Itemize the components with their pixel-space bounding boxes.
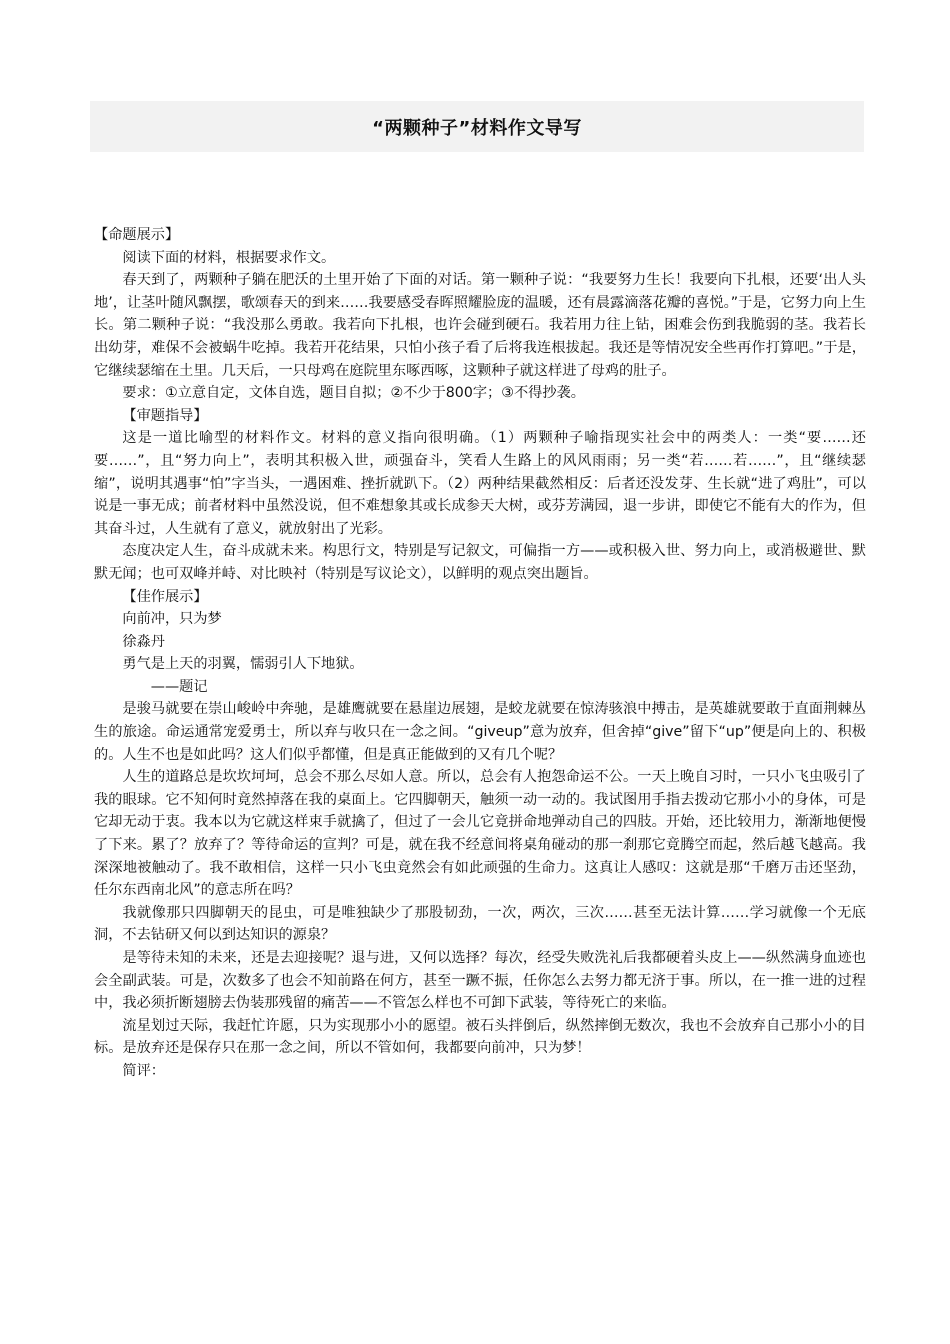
prompt-instruction: 阅读下面的材料，根据要求作文。 (122, 249, 336, 266)
sample-essay-paragraph: 人生的道路总是坎坎坷坷，总会不那么尽如人意。所以，总会有人抱怨命运不公。一天上晚自习时，一只小飞虫吸引了我的眼球。它不知何时竟然掉落在我的桌面上。它四脚朝天，触须一动一动的。我试图用手指去拨动它那小小的身体，可是它却无动于衷。我本以为它就这样束手就擒了，但过了一会儿它竟拼命地弹动自己的四肢。开始，还比较用力，渐渐地便慢了下来。累了？放弃了？等待命运的宣判？可是，就在我不经意间将桌角碰动的那一刹那它竟腾空而起，然后越飞越高。我深深地被触动了。我不敢相信，这样一只小飞虫竟然会有如此顽强的生命力。这真让人感叹：这就是那“千磨万击还坚劲，任尔东西南北风”的意志所在吗？ (94, 769, 866, 899)
sample-essay-paragraph: 是骏马就要在崇山峻岭中奔驰，是雄鹰就要在悬崖边展翅，是蛟龙就要在惊涛骇浪中搏击，是英雄就要敢于直面荆棘丛生的旅途。命运通常宠爱勇士，所以弃与收只在一念之间。“giveup”意为放弃，但舍掉“give”留下“up”便是向上的、积极的。人生不也是如此吗？这人们似乎都懂，但是真正能做到的又有几个呢？ (94, 701, 866, 763)
title-banner (90, 101, 864, 152)
sample-essay-title: 向前冲，只为梦 (122, 611, 222, 628)
review-label: 简评： (122, 1062, 165, 1079)
sample-essay-paragraph: 流星划过天际，我赶忙许愿，只为实现那小小的愿望。被石头拌倒后，纵然摔倒无数次，我也不会放弃自己那小小的目标。是放弃还是保存只在那一念之间，所以不管如何，我都要向前冲，只为梦！ (94, 1017, 866, 1057)
guide-section-heading: 【审题指导】 (122, 407, 208, 424)
prompt-section-heading: 【命题展示】 (94, 227, 180, 243)
sample-section-heading: 【佳作展示】 (122, 588, 208, 605)
document-body (94, 224, 866, 1083)
guide-paragraph: 态度决定人生，奋斗成就未来。构思行文，特别是写记叙文，可偏指一方——或积极入世、努力向上，或消极避世、默默无闻；也可双峰并峙、对比映衬（特别是写议论文），以鲜明的观点突出题旨。 (94, 543, 866, 582)
sample-epigraph-source: ——题记 (150, 678, 208, 695)
sample-epigraph: 勇气是上天的羽翼，懦弱引人下地狱。 (122, 656, 364, 673)
prompt-requirements: 要求：①立意自定，文体自选，题目自拟；②不少于800字；③不得抄袭。 (122, 385, 585, 402)
sample-essay-author: 徐淼丹 (122, 633, 165, 650)
sample-essay-paragraph: 是等待未知的未来，还是去迎接呢？退与进，又何以选择？每次，经受失败洗礼后我都硬着头皮上——纵然满身血迹也会全副武装。可是，次数多了也会不知前路在何方，甚至一蹶不振，任你怎么去努力都无济于事。所以，在一推一进的过程中，我必须折断翅膀去伪装那残留的痛苦——不管怎么样也不可卸下武装，等待死亡的来临。 (94, 950, 866, 1012)
sample-essay-paragraph: 我就像那只四脚朝天的昆虫，可是唯独缺少了那股韧劲，一次，两次，三次……甚至无法计算……学习就像一个无底洞，不去钻研又何以到达知识的源泉？ (94, 904, 866, 944)
document-title: “两颗种子”材料作文导写 (372, 117, 582, 139)
guide-paragraph: 这是一道比喻型的材料作文。材料的意义指向很明确。（1）两颗种子喻指现实社会中的两类人：一类“要……还要……”，且“努力向上”，表明其积极入世，顽强奋斗，笑看人生路上的风风雨雨；另一类“若……若……”，且“继续瑟缩”，说明其遇事“怕”字当头，一遇困难、挫折就趴下。（2）两种结果截然相反：后者还没发芽、生长就“进了鸡肚”，可以说是一事无成；前者材料中虽然没说，但不难想象其或长成参天大树，或芬芳满园，退一步讲，即使它不能有大的作为，但其奋斗过，人生就有了意义，就放射出了光彩。 (94, 430, 866, 537)
prompt-material: 春天到了，两颗种子躺在肥沃的土里开始了下面的对话。第一颗种子说：“我要努力生长！我要向下扎根，还要‘出人头地’，让茎叶随风飘摆，歌颂春天的到来……我要感受春晖照耀脸庞的温暖，还有晨露滴落花瓣的喜悦。”于是，它努力向上生长。第二颗种子说：“我没那么勇敢。我若向下扎根，也许会碰到硬石。我若用力往上钻，困难会伤到我脆弱的茎。我若长出幼芽，难保不会被蜗牛吃掉。我若开花结果，只怕小孩子看了后将我连根拔起。我还是等情况安全些再作打算吧。”于是，它继续瑟缩在土里。几天后，一只母鸡在庭院里东啄西啄，这颗种子就这样进了母鸡的肚子。 (94, 272, 866, 379)
